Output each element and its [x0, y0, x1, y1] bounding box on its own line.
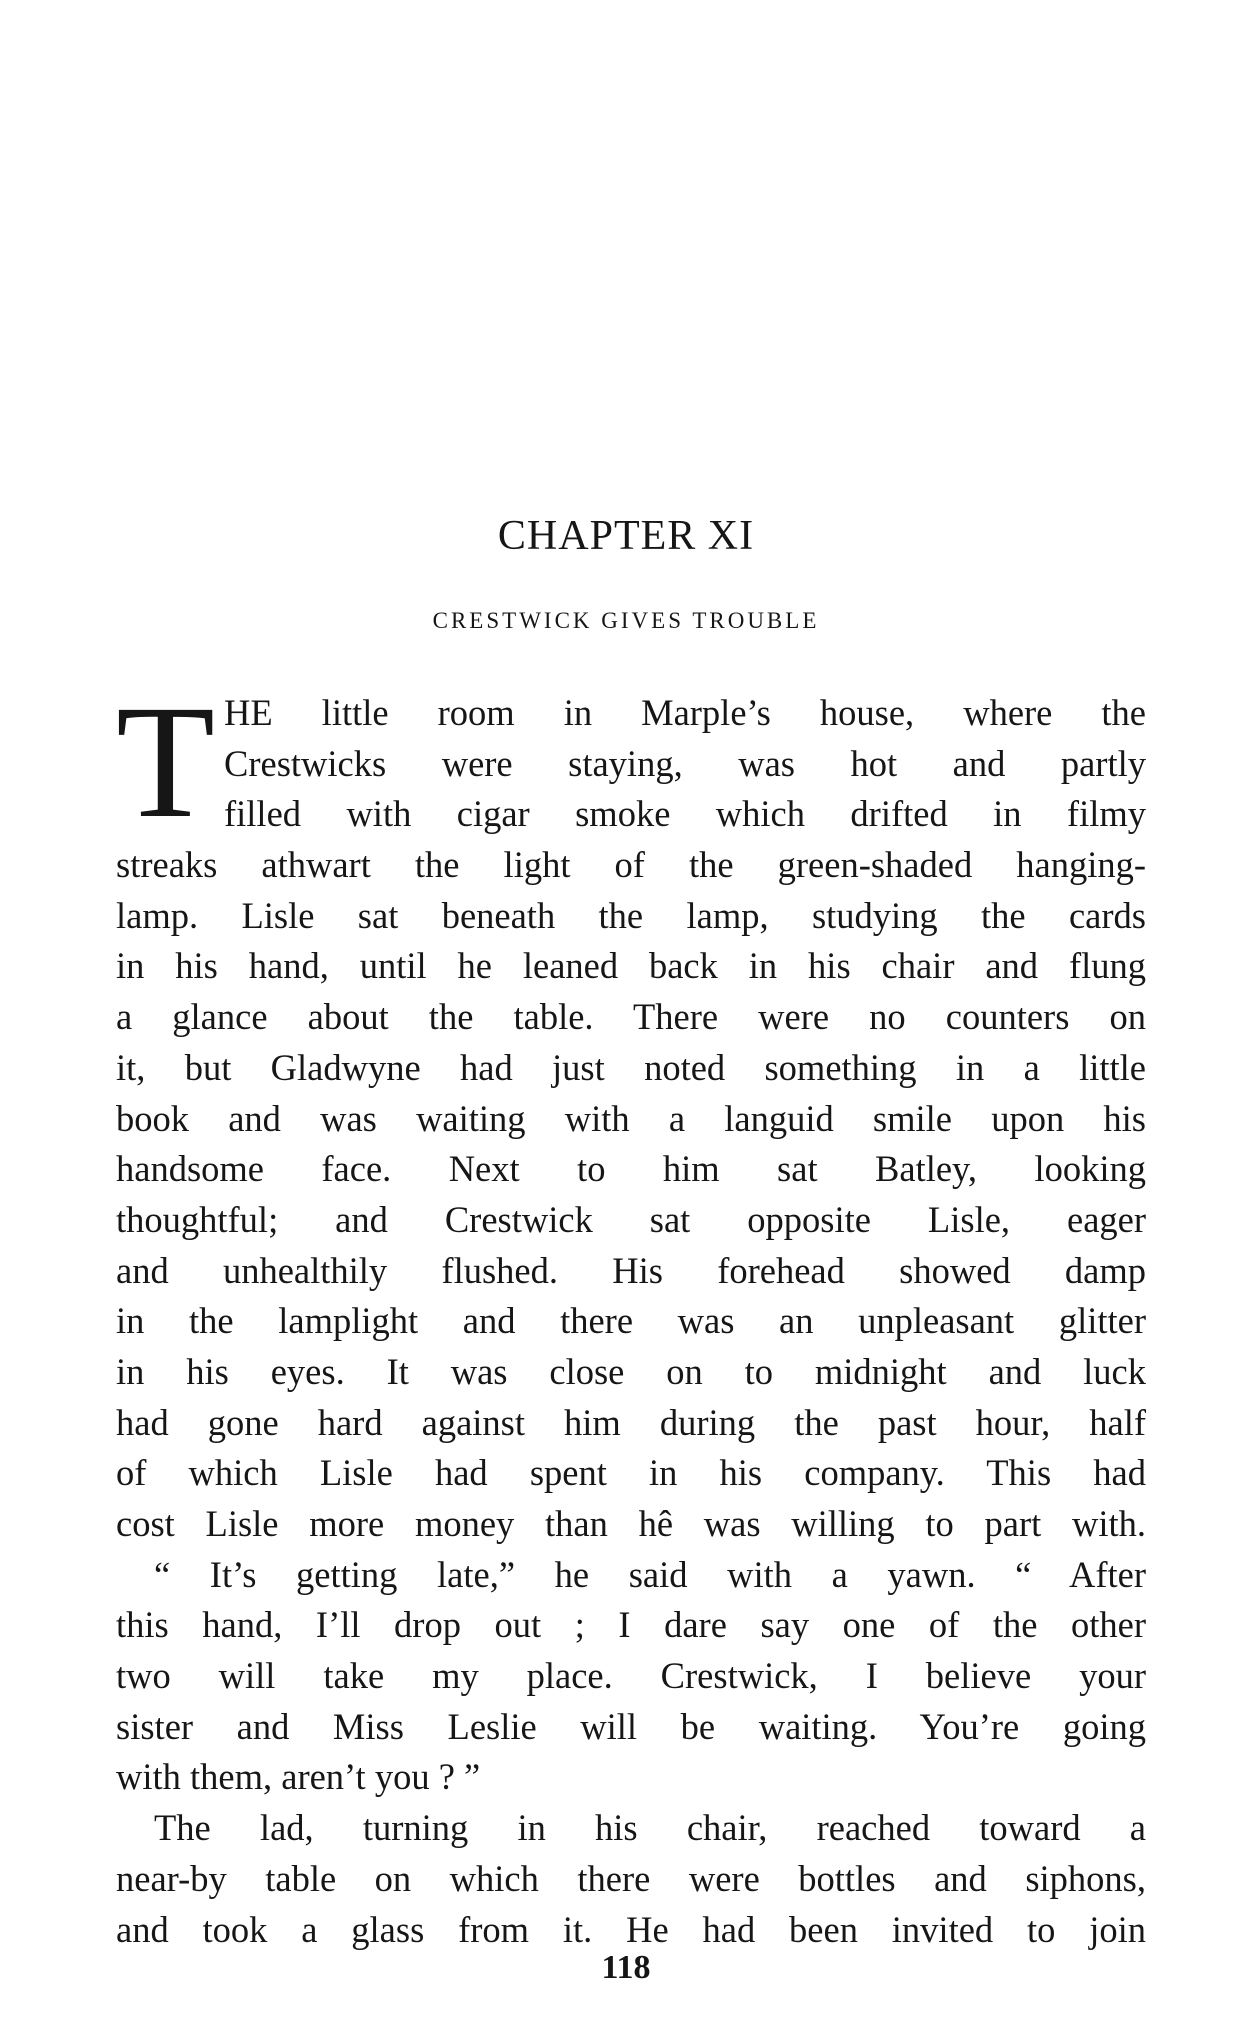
text-line: in the lamplight and there was an unpleasant glitter	[116, 1300, 1146, 1342]
text-line: near-by table on which there were bottles and siphons,	[116, 1857, 1146, 1899]
text-line: and took a glass from it. He had been invited to join	[116, 1908, 1146, 1950]
text-line: HE little room in Marple’s house, where the	[224, 692, 1146, 733]
chapter-subtitle: CRESTWICK GIVES TROUBLE	[432, 608, 820, 633]
text-line: “ It’s getting late,” he said with a yawn. “ After	[154, 1553, 1146, 1595]
text-line: had gone hard against him during the past hour, half	[116, 1401, 1146, 1443]
text-line: this hand, I’ll drop out ; I dare say one of the other	[116, 1604, 1146, 1646]
text-line: thoughtful; and Crestwick sat opposite Lisle, eager	[116, 1198, 1146, 1240]
chapter-body	[116, 673, 1146, 1955]
text-line: two will take my place. Crestwick, I believe your	[116, 1655, 1146, 1697]
text-line: handsome face. Next to him sat Batley, looking	[116, 1148, 1146, 1190]
text-line: in his eyes. It was close on to midnight and luck	[116, 1350, 1146, 1392]
text-line: The lad, turning in his chair, reached toward a	[154, 1807, 1146, 1849]
text-line: of which Lisle had spent in his company. This had	[116, 1452, 1146, 1494]
text-line: streaks athwart the light of the green-shaded hanging-	[116, 844, 1146, 886]
text-line: a glance about the table. There were no counters on	[116, 996, 1146, 1038]
text-line: and unhealthily flushed. His forehead showed damp	[116, 1249, 1146, 1291]
chapter-title: CHAPTER XI	[497, 513, 755, 559]
text-line: in his hand, until he leaned back in his chair and flung	[116, 945, 1146, 987]
text-line: cost Lisle more money than hê was willing to part with.	[116, 1503, 1146, 1544]
text-line: lamp. Lisle sat beneath the lamp, studying the cards	[116, 894, 1146, 936]
text-line: Crestwicks were staying, was hot and partly	[224, 742, 1146, 784]
text-line: filled with cigar smoke which drifted in filmy	[224, 793, 1146, 835]
text-line: it, but Gladwyne had just noted something in a little	[116, 1046, 1146, 1088]
text-line: book and was waiting with a languid smile upon his	[116, 1097, 1146, 1139]
page-number: 118	[601, 1949, 651, 1986]
drop-cap: T	[116, 673, 215, 852]
text-line: with them, aren’t you ? ”	[116, 1756, 481, 1798]
text-line: sister and Miss Leslie will be waiting. You’re going	[116, 1705, 1146, 1747]
